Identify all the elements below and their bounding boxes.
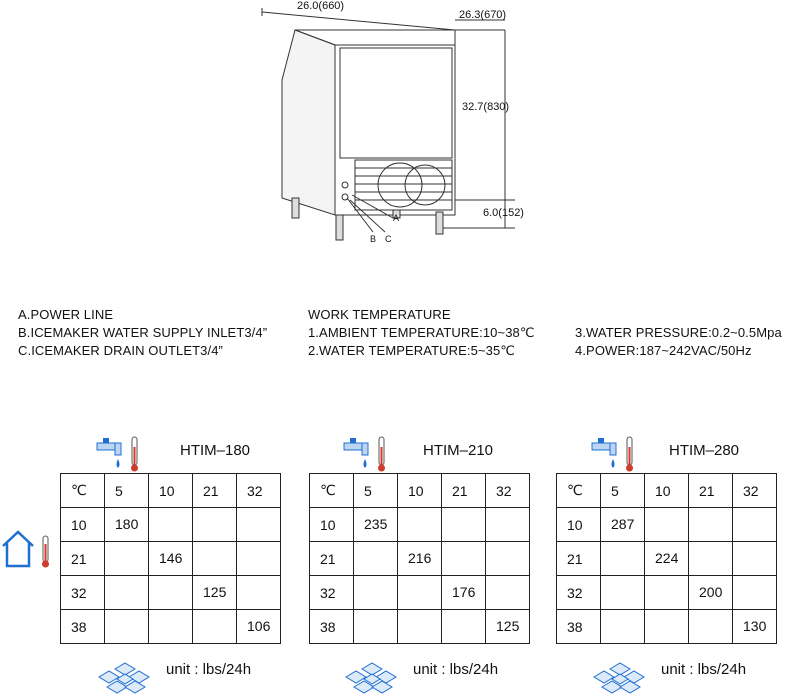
table-cell: 10 — [645, 474, 689, 508]
label-c: C — [385, 234, 392, 244]
table-cell — [398, 610, 442, 644]
model-title: HTIM–210 — [423, 442, 494, 459]
table-cell — [237, 542, 281, 576]
table-cell — [149, 508, 193, 542]
table-cell — [601, 542, 645, 576]
table-cell: 235 — [354, 508, 398, 542]
table-cell: 125 — [486, 610, 530, 644]
table-cell — [645, 508, 689, 542]
table-cell — [105, 542, 149, 576]
width-dimension: 26.0(660) — [297, 0, 345, 12]
water-faucet-icon — [590, 435, 640, 475]
table-cell — [645, 610, 689, 644]
label-a: A — [393, 213, 400, 223]
height-dimension: 32.7(830) — [462, 101, 510, 113]
legend-water-inlet: B.ICEMAKER WATER SUPPLY INLET3/4” — [18, 325, 268, 340]
table-cell — [193, 508, 237, 542]
ice-cubes-icon — [590, 655, 650, 697]
table-cell — [354, 610, 398, 644]
production-table — [309, 473, 530, 644]
table-cell: 32 — [557, 576, 601, 610]
table-cell — [601, 610, 645, 644]
table-cell — [486, 508, 530, 542]
table-cell: 38 — [557, 610, 601, 644]
table-cell: 130 — [733, 610, 777, 644]
work-temperature-title: WORK TEMPERATURE — [308, 307, 451, 322]
model-title: HTIM–280 — [669, 442, 740, 459]
table-cell — [237, 508, 281, 542]
table-cell — [733, 508, 777, 542]
table-cell — [354, 576, 398, 610]
table-cell — [689, 542, 733, 576]
table-cell — [398, 508, 442, 542]
table-cell: 32 — [310, 576, 354, 610]
table-cell: 216 — [398, 542, 442, 576]
legend-power-line: A.POWER LINE — [18, 307, 114, 322]
unit-label: unit : lbs/24h — [413, 661, 499, 678]
table-cell: 32 — [486, 474, 530, 508]
table-cell — [486, 542, 530, 576]
table-cell: 21 — [689, 474, 733, 508]
table-cell — [193, 542, 237, 576]
table-cell — [486, 576, 530, 610]
table-cell — [442, 610, 486, 644]
ice-cubes-icon — [342, 655, 402, 697]
unit-label: unit : lbs/24h — [166, 661, 252, 678]
ice-cubes-icon — [95, 655, 155, 697]
water-pressure: 3.WATER PRESSURE:0.2~0.5Mpa — [575, 325, 782, 340]
table-cell: 5 — [105, 474, 149, 508]
table-cell: 224 — [645, 542, 689, 576]
table-cell — [105, 610, 149, 644]
table-cell: 180 — [105, 508, 149, 542]
depth-dimension: 26.3(670) — [459, 9, 507, 21]
table-cell — [105, 576, 149, 610]
legend-drain-outlet: C.ICEMAKER DRAIN OUTLET3/4” — [18, 343, 223, 358]
table-cell: 10 — [149, 474, 193, 508]
table-cell: 176 — [442, 576, 486, 610]
table-cell: 21 — [193, 474, 237, 508]
water-faucet-icon — [95, 435, 145, 475]
table-cell: 10 — [61, 508, 105, 542]
table-cell: 32 — [237, 474, 281, 508]
table-cell: 125 — [193, 576, 237, 610]
table-cell — [442, 508, 486, 542]
table-cell — [689, 610, 733, 644]
table-cell — [733, 542, 777, 576]
table-cell: ℃ — [310, 474, 354, 508]
table-cell: 200 — [689, 576, 733, 610]
table-cell — [149, 610, 193, 644]
ice-maker-drawing — [250, 0, 580, 250]
leg-dimension: 6.0(152) — [483, 207, 524, 219]
table-cell: 21 — [61, 542, 105, 576]
label-b: B — [370, 234, 377, 244]
table-cell: 287 — [601, 508, 645, 542]
table-cell: 38 — [61, 610, 105, 644]
house-icon — [0, 526, 55, 571]
table-cell: 21 — [557, 542, 601, 576]
table-cell: 106 — [237, 610, 281, 644]
table-cell: 5 — [601, 474, 645, 508]
table-cell: 32 — [733, 474, 777, 508]
table-cell: 21 — [442, 474, 486, 508]
table-cell — [149, 576, 193, 610]
table-cell — [601, 576, 645, 610]
power-spec: 4.POWER:187~242VAC/50Hz — [575, 343, 752, 358]
table-cell: 10 — [310, 508, 354, 542]
table-cell — [442, 542, 486, 576]
table-cell — [237, 576, 281, 610]
unit-label: unit : lbs/24h — [661, 661, 747, 678]
ambient-temperature: 1.AMBIENT TEMPERATURE:10~38℃ — [308, 325, 535, 340]
table-cell: 10 — [398, 474, 442, 508]
table-cell — [689, 508, 733, 542]
table-cell: ℃ — [61, 474, 105, 508]
table-cell — [193, 610, 237, 644]
table-cell — [354, 542, 398, 576]
production-table — [556, 473, 777, 644]
table-cell: 38 — [310, 610, 354, 644]
table-cell: ℃ — [557, 474, 601, 508]
table-cell: 146 — [149, 542, 193, 576]
table-cell — [733, 576, 777, 610]
table-cell: 10 — [557, 508, 601, 542]
table-cell: 21 — [310, 542, 354, 576]
water-faucet-icon — [342, 435, 392, 475]
model-title: HTIM–180 — [180, 442, 251, 459]
table-cell: 5 — [354, 474, 398, 508]
table-cell: 32 — [61, 576, 105, 610]
water-temperature: 2.WATER TEMPERATURE:5~35℃ — [308, 343, 515, 358]
production-table — [60, 473, 281, 644]
table-cell — [398, 576, 442, 610]
table-cell — [645, 576, 689, 610]
